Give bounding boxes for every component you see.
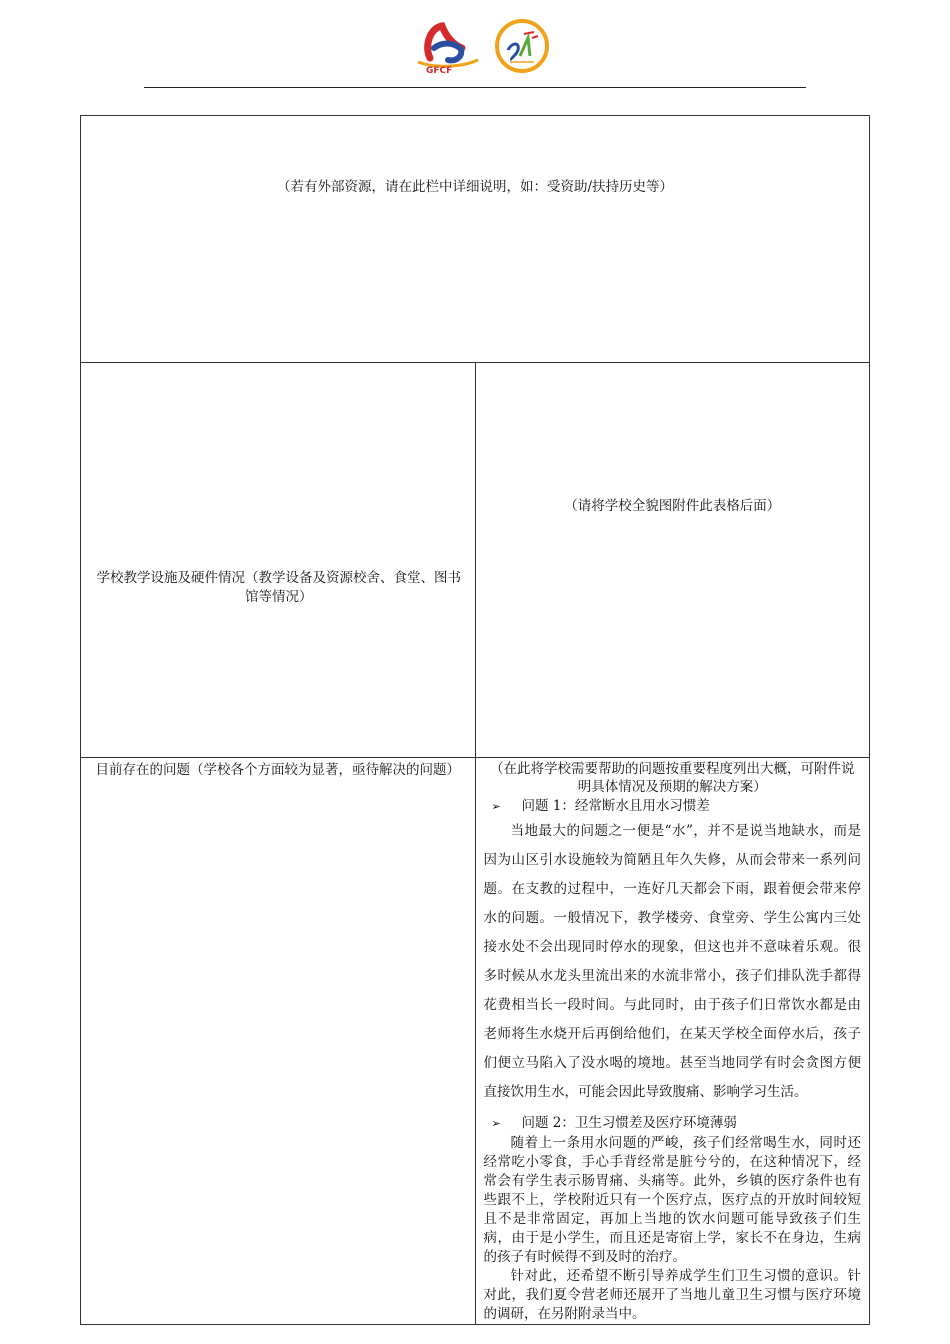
problems-cell <box>475 758 870 1325</box>
header-logos <box>412 18 552 76</box>
problem1-title: 问题 1：经常断水且用水习惯差 <box>521 798 710 814</box>
gfcf-logo-icon <box>412 18 552 76</box>
problem1-heading <box>484 796 862 817</box>
problems-intro: （在此将学校需要帮助的问题按重要程度列出大概，可附件说明具体情况及预期的解决方案） <box>490 761 855 795</box>
facilities-label: 学校教学设施及硬件情况（教学设备及资源校舍、食堂、图书馆等情况） <box>81 391 476 786</box>
application-form-table <box>80 115 870 1325</box>
header-divider <box>144 87 806 88</box>
problem2-heading <box>484 1113 862 1134</box>
table-row <box>81 116 870 363</box>
gfcf-logo-text: GFCF <box>426 66 453 76</box>
table-row <box>81 363 870 758</box>
closing-text: 针对此，还希望不断引导养成学生们卫生习惯的意识。针对此，我们夏令营老师还展开了当地儿童卫生习惯与医疗环境的调研，在另附附录当中。 <box>483 1268 861 1322</box>
arrow-bullet-icon: ➢ <box>491 1117 501 1130</box>
external-resources-note: （若有外部资源，请在此栏中详细说明，如：受资助/扶持历史等） <box>276 179 674 195</box>
problem2-text: 随着上一条用水问题的严峻，孩子们经常喝生水，同时还经常吃小零食，手心手背经常是脏兮兮的，在这种情况下，经常会有学生表示肠胃痛、头痛等。此外，乡镇的医疗条件也有些跟不上，学校附近只有一个医疗点，医疗点的开放时间较短且不是非常固定，再加上当地的饮水问题可能导致孩子们生病，由于是小学生，而且还是寄宿上学，家长不在身边，生病的孩子有时候得不到及时的治疗。 <box>483 1135 861 1265</box>
problem2-title: 问题 2：卫生习惯差及医疗环境薄弱 <box>521 1115 737 1131</box>
problem1-text: 当地最大的问题之一便是“水”，并不是说当地缺水，而是因为山区引水设施较为简陋且年久失修，从而会带来一系列问题。在支教的过程中，一连好几天都会下雨，跟着便会带来停水的问题。一般情况下，教学楼旁、食堂旁、学生公寓内三处接水处不会出现同时停水的现象，但这也并不意味着乐观。很多时候从水龙头里流出来的水流非常小，孩子们排队洗手都得花费相当长一段时间。与此同时，由于孩子们日常饮水都是由老师将生水烧开后再倒给他们，在某天学校全面停水后，孩子们便立马陷入了没水喝的境地。甚至当地同学有时会贪图方便直接饮用生水，可能会因此导致腹痛、影响学习生活。 <box>483 823 861 1100</box>
facilities-cell <box>475 363 870 758</box>
external-resources-cell <box>81 116 870 363</box>
problems-label: 目前存在的问题（学校各个方面较为显著，亟待解决的问题） <box>81 758 476 1325</box>
table-row <box>81 758 870 1325</box>
facilities-note: （请将学校全貌图附件此表格后面） <box>564 498 781 514</box>
arrow-bullet-icon: ➢ <box>491 800 501 813</box>
